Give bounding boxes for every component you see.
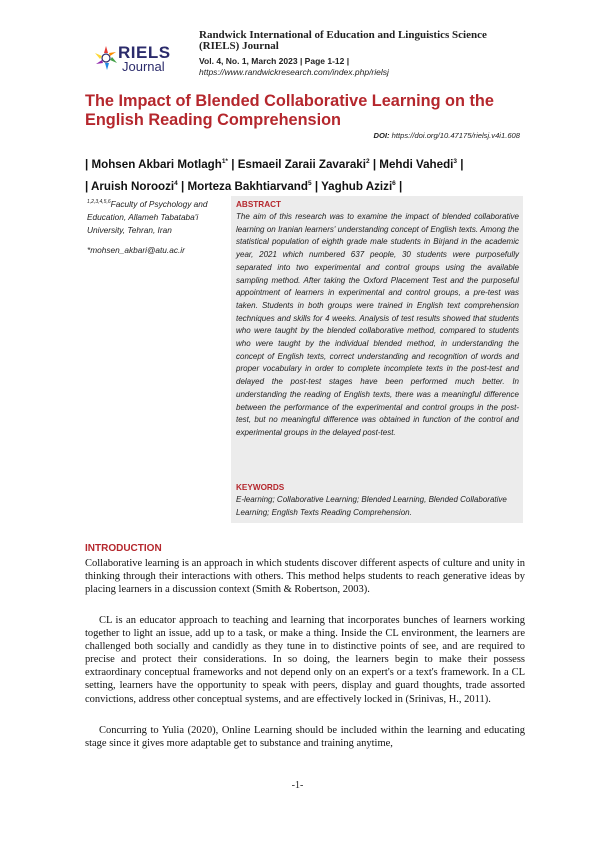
affiliation: $^{1,2,3,4,5,6}$Faculty of Psychology and Education, Allameh Tabataba'i University, Tehran, Iran [87, 198, 208, 235]
introduction-heading: INTRODUCTION [85, 543, 162, 554]
doi-label: DOI: [373, 131, 390, 140]
author-name: Mehdi Vahedi [379, 158, 454, 171]
logo-subtext: Journal [122, 59, 165, 74]
author-name: Esmaeil Zaraii Zavaraki [237, 158, 366, 171]
journal-url-link[interactable]: https://www.randwickresearch.com/index.php/rielsj [199, 67, 389, 77]
body-paragraph: CL is an educator approach to teaching and learning that incorporates bunches of learners working together to light an issue, add up to a task, or make a thing. Inside the CL environment, the learners are challenged both socially and candidly as they tune in to distinctive points of see, and are required to precise and protect their considerations. In so doing, the learners begin to make their possess extraordinary conceptual frameworks and not depend only on an expert's or a text's framework. In a CL setting, learners have the opportunity to speak with peers, display and guard thoughts, trade assorted convictions, address other conceptual systems, and are effectively locked in (Srinivas, H., 2011). [85, 615, 525, 705]
logo-emblem-icon [92, 44, 120, 72]
page-number: -1- [291, 780, 304, 791]
doi-link[interactable]: https://doi.org/10.47175/rielsj.v4i1.608 [389, 131, 520, 140]
abstract-heading: ABSTRACT [236, 200, 282, 209]
article-title: The Impact of Blended Collaborative Learning on the English Reading Comprehension [85, 92, 494, 129]
body-paragraph: Concurring to Yulia (2020), Online Learning should be included within the learning and educating stage since it gives more adaptable get to substance and training anytime, [85, 725, 525, 750]
keywords-text: E-learning; Collaborative Learning; Blended Learning, Blended Collaborative Learning; English Texts Reading Comprehension. [236, 495, 507, 517]
author-name: Yaghub Azizi [321, 180, 393, 193]
journal-name: Randwick International of Education and Linguistics Science (RIELS) Journal [199, 29, 487, 52]
author-list [85, 152, 525, 196]
abstract-text: The aim of this research was to examine the impact of blended collaborative learning on Iranian learners' understanding concept of English texts. Among the statistical population of eighth grade male students in Birjand in the academic year, 2021 which numbered 637 people, 30 students were purposefully separated into two experimental and control groups using the available sampling method. After taking the Oxford Placement Test and the purposeful appointment of learners in experimental and control groups, a pre-test was taken. Students in both groups were trained in English text comprehension techniques and skills for 4 weeks. Analysis of test results showed that students who were taught by the blended collaborative method, compared to students who were taught by the individual blended method, in understanding the concept of English texts, correct understanding and recognition of words and proper vocabulary in order to complete incomplete texts in the post-test and delayed the post-test stages have been performed much better. In understanding the reading of English texts, there was a meaningful difference between the performance of the experimental and control groups in the post-test, but no meaningful difference was obtained in function of the control and experimental groups in the delayed post-test. [236, 212, 519, 437]
logo-text: RIELS [118, 43, 171, 62]
author-line-2: | Aruish Noroozi$^4$ | Morteza Bakhtiarvand$^5$ | Yaghub Azizi$^6$ | [85, 180, 403, 193]
body-paragraph: Collaborative learning is an approach in which students discover different aspects of culture and unity in thinking through their interactions with others. This method helps students to reach generative ideas by placing learners in a discussion context (Smith & Robertson, 2003). [85, 558, 525, 596]
author-name: Morteza Bakhtiarvand [187, 180, 308, 193]
abstract-box [231, 196, 523, 523]
keywords-heading: KEYWORDS [236, 483, 285, 492]
doi-line [374, 131, 520, 140]
author-line-1: | Mohsen Akbari Motlagh$^{1*}$ | Esmaeil Zaraii Zavaraki$^2$ | Mehdi Vahedi$^3$ | [85, 158, 464, 171]
journal-logo [92, 44, 192, 76]
author-name: Aruish Noroozi [91, 180, 175, 193]
corresponding-email[interactable]: *mohsen_akbari@atu.ac.ir [87, 245, 185, 255]
author-name: Mohsen Akbari Motlagh [91, 158, 222, 171]
journal-volume-info: Vol. 4, No. 1, March 2023 | Page 1-12 | [199, 56, 350, 66]
